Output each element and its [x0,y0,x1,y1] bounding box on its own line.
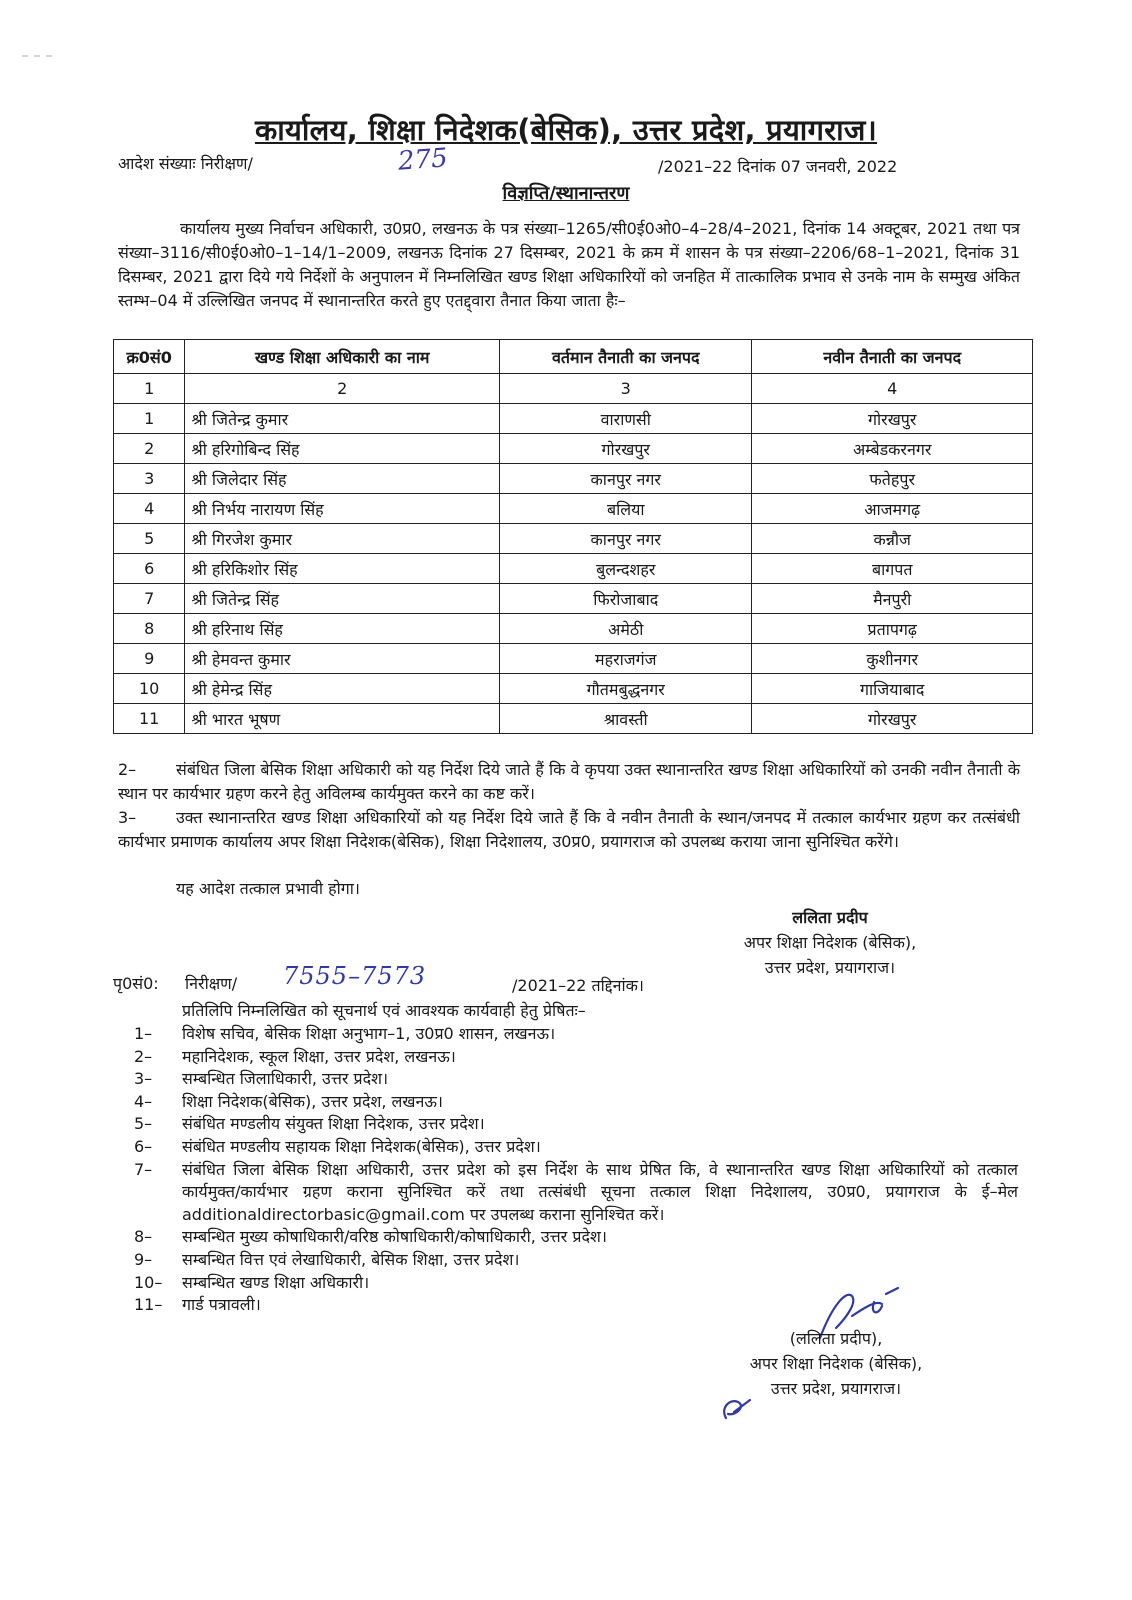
current-district-cell: बलिया [500,494,752,524]
signatory-place: उत्तर प्रदेश, प्रयागराज। [770,1379,902,1398]
office-title: कार्यालय, शिक्षा निदेशक(बेसिक), उत्तर प्रदेश, प्रयागराज। [254,113,878,147]
table-row [114,644,1033,674]
copy-intro: प्रतिलिपि निम्नलिखित को सूचनार्थ एवं आवश्यक कार्यवाही हेतु प्रेषितः– [182,1001,586,1020]
signatory-designation: अपर शिक्षा निदेशक (बेसिक), [743,933,917,952]
list-item-number: 5– [134,1114,153,1134]
signature-block-1 [700,905,960,980]
current-district-cell: गोरखपुर [500,434,752,464]
table-row [114,614,1033,644]
list-item-text: संबंधित मण्डलीय सहायक शिक्षा निदेशक(बेसिक), उत्तर प्रदेश। [182,1136,541,1156]
list-item [134,1068,1018,1091]
serial-cell: 6 [114,554,185,584]
new-district-cell: मैनपुरी [752,584,1033,614]
col-header-serial: क्र0सं0 [114,340,185,374]
officer-name-cell: श्री हेमेन्द्र सिंह [185,674,500,704]
index-cell: 4 [752,374,1033,404]
list-item-number: 3– [134,1069,153,1089]
table-row [114,404,1033,434]
current-district-cell: श्रावस्ती [500,704,752,734]
copy-recipient-list [134,1023,1018,1317]
column-index-row [114,374,1033,404]
table-row [114,524,1033,554]
new-district-cell: अम्बेडकरनगर [752,434,1033,464]
table-row [114,584,1033,614]
serial-cell: 1 [114,404,185,434]
col-header-new: नवीन तैनाती का जनपद [752,340,1033,374]
officer-name-cell: श्री हरिगोबिन्द सिंह [185,434,500,464]
list-item-text: महानिदेशक, स्कूल शिक्षा, उत्तर प्रदेश, लखनऊ। [182,1046,456,1066]
copy-label: पृ0सं0: [113,974,159,993]
index-cell: 1 [114,374,185,404]
officer-name-cell: श्री गिरजेश कुमार [185,524,500,554]
serial-cell: 5 [114,524,185,554]
new-district-cell: गोरखपुर [752,404,1033,434]
list-item [134,1249,1018,1272]
new-district-cell: आजमगढ़ [752,494,1033,524]
list-item-number: 2– [134,1046,153,1066]
officer-name-cell: श्री जितेन्द्र कुमार [185,404,500,434]
paragraph-text: उक्त स्थानान्तरित खण्ड शिक्षा अधिकारियों को यह निर्देश दिये जाते हैं कि वे नवीन तैनाती के स्थान/जनपद में तत्काल कार्यभार ग्रहण कर तत्संबंधी कार्यभार प्रमाणक कार्यालय अपर शिक्षा निदेशक(बेसिक), शिक्षा निदेशालय, उ0प्र0, प्रयागराज को उपलब्ध कराया जाना सुनिश्चित करेंगे। [118,808,1020,851]
table-row [114,704,1033,734]
new-district-cell: कन्नौज [752,524,1033,554]
list-item-number: 10– [134,1272,163,1292]
table-row [114,434,1033,464]
list-item-number: 9– [134,1249,153,1269]
officer-name-cell: श्री जिलेदार सिंह [185,464,500,494]
paragraph-3 [118,806,1020,854]
table-row [114,674,1033,704]
list-item-text: सम्बन्धित मुख्य कोषाधिकारी/वरिष्ठ कोषाधिकारी/कोषाधिकारी, उत्तर प्रदेश। [182,1227,607,1247]
current-district-cell: गौतमबुद्धनगर [500,674,752,704]
current-district-cell: फिरोजाबाद [500,584,752,614]
serial-cell: 9 [114,644,185,674]
current-district-cell: कानपुर नगर [500,464,752,494]
list-item-text: संबंधित मण्डलीय संयुक्त शिक्षा निदेशक, उत्तर प्रदेश। [182,1114,485,1134]
list-item-text: विशेष सचिव, बेसिक शिक्षा अनुभाग–1, उ0प्र0 शासन, लखनऊ। [182,1024,556,1043]
list-item [134,1226,1018,1249]
new-district-cell: बागपत [752,554,1033,584]
new-district-cell: फतेहपुर [752,464,1033,494]
serial-cell: 3 [114,464,185,494]
officer-name-cell: श्री हेमवन्त कुमार [185,644,500,674]
officer-name-cell: श्री हरिनाथ सिंह [185,614,500,644]
current-district-cell: बुलन्दशहर [500,554,752,584]
new-district-cell: प्रतापगढ़ [752,614,1033,644]
officer-name-cell: श्री निर्भय नारायण सिंह [185,494,500,524]
officer-name-cell: श्री हरिकिशोर सिंह [185,554,500,584]
current-district-cell: महराजगंज [500,644,752,674]
list-item [134,1159,1018,1227]
copy-year: /2021–22 तद्दिनांक। [512,976,644,995]
new-district-cell: गाजियाबाद [752,674,1033,704]
signatory-name: (ललिता प्रदीप), [789,1329,883,1348]
copy-reference [113,972,237,994]
officer-name-cell: श्री भारत भूषण [185,704,500,734]
order-date: /2021–22 दिनांक 07 जनवरी, 2022 [658,157,898,176]
list-item-text: संबंधित जिला बेसिक शिक्षा अधिकारी, उत्तर प्रदेश को इस निर्देश के साथ प्रेषित कि, वे स्थानान्तरित खण्ड शिक्षा अधिकारियों को तत्काल कार्यमुक्त/कार्यभार ग्रहण कराना सुनिश्चित करें तथा तत्संबंधी सूचना तत्काल शिक्षा निदेशालय, उ0प्र0, प्रयागराज के ई–मेल additionaldirectorbasic@gmail.com पर उपलब्ध कराना सुनिश्चित करें। [182,1159,1018,1224]
list-item [134,1113,1018,1136]
serial-cell: 7 [114,584,185,614]
signatory-designation: अपर शिक्षा निदेशक (बेसिक), [749,1354,923,1373]
signatory-place: उत्तर प्रदेश, प्रयागराज। [764,958,896,977]
list-item [134,1023,1018,1046]
table-header-row [114,340,1033,374]
order-number-label: आदेश संख्याः निरीक्षण/ [118,154,253,173]
paragraph-2 [118,758,1020,806]
index-cell: 3 [500,374,752,404]
handwritten-copy-number: 7555–7573 [283,962,427,990]
col-header-name: खण्ड शिक्षा अधिकारी का नाम [185,340,500,374]
serial-cell: 4 [114,494,185,524]
paragraph-text: संबंधित जिला बेसिक शिक्षा अधिकारी को यह निर्देश दिये जाते हैं कि वे कृपया उक्त स्थानान्तरित खण्ड शिक्षा अधिकारियों को उनकी नवीन तैनाती के स्थान पर कार्यभार ग्रहण करने हेतु अविलम्ब कार्यमुक्त करने का कष्ट करें। [118,760,1020,803]
paragraph-4: यह आदेश तत्काल प्रभावी होगा। [176,879,360,898]
transfer-table [113,339,1033,734]
paragraph-number: 3– [118,808,137,827]
list-item-number: 1– [134,1024,153,1043]
table-row [114,494,1033,524]
list-item-number: 8– [134,1227,153,1247]
handwritten-order-number: 275 [397,143,449,177]
index-cell: 2 [185,374,500,404]
paragraph-number: 2– [118,760,137,779]
serial-cell: 8 [114,614,185,644]
serial-cell: 11 [114,704,185,734]
serial-cell: 10 [114,674,185,704]
table-row [114,464,1033,494]
col-header-current: वर्तमान तैनाती का जनपद [500,340,752,374]
new-district-cell: कुशीनगर [752,644,1033,674]
list-item-text: सम्बन्धित वित्त एवं लेखाधिकारी, बेसिक शिक्षा, उत्तर प्रदेश। [182,1249,520,1269]
signatory-name: ललिता प्रदीप [792,908,868,927]
subject-heading: विज्ञप्ति/स्थानान्तरण [502,183,630,204]
list-item-number: 4– [134,1091,153,1111]
current-district-cell: वाराणसी [500,404,752,434]
copy-ref: निरीक्षण/ [185,974,238,993]
list-item [134,1136,1018,1159]
list-item-text: सम्बन्धित जिलाधिकारी, उत्तर प्रदेश। [182,1069,389,1089]
signature-block-2 [706,1326,966,1401]
list-item-text: गार्ड पत्रावली। [182,1295,261,1315]
list-item-number: 6– [134,1136,153,1156]
new-district-cell: गोरखपुर [752,704,1033,734]
officer-name-cell: श्री जितेन्द्र सिंह [185,584,500,614]
intro-paragraph: कार्यालय मुख्य निर्वाचन अधिकारी, उ0प्र0, लखनऊ के पत्र संख्या–1265/सी0ई0ओ0–4–28/4–2021, दिनांक 14 अक्टूबर, 2021 तथा पत्र संख्या–3116/सी0ई0ओ0–1–14/1–2009, लखनऊ दिनांक 27 दिसम्बर, 2021 के क्रम में शासन के पत्र संख्या–2206/68–1–2021, दिनांक 31 दिसम्बर, 2021 द्वारा दिये गये निर्देशों के अनुपालन में निम्नलिखित खण्ड शिक्षा अधिकारियों को जनहित में तात्कालिक प्रभाव से उनके नाम के सम्मुख अंकित स्तम्भ–04 में उल्लिखित जनपद में स्थानान्तरित करते हुए एतद्द्वारा तैनात किया जाता हैः– [118,219,1020,310]
list-item [134,1046,1018,1069]
list-item-number: 7– [134,1159,153,1179]
scan-speck [22,42,72,46]
serial-cell: 2 [114,434,185,464]
table-row [114,554,1033,584]
current-district-cell: अमेठी [500,614,752,644]
list-item [134,1091,1018,1114]
current-district-cell: कानपुर नगर [500,524,752,554]
initial-mark [716,1394,756,1424]
list-item-text: शिक्षा निदेशक(बेसिक), उत्तर प्रदेश, लखनऊ। [182,1091,444,1111]
list-item-text: सम्बन्धित खण्ड शिक्षा अधिकारी। [182,1272,370,1292]
list-item-number: 11– [134,1295,163,1315]
